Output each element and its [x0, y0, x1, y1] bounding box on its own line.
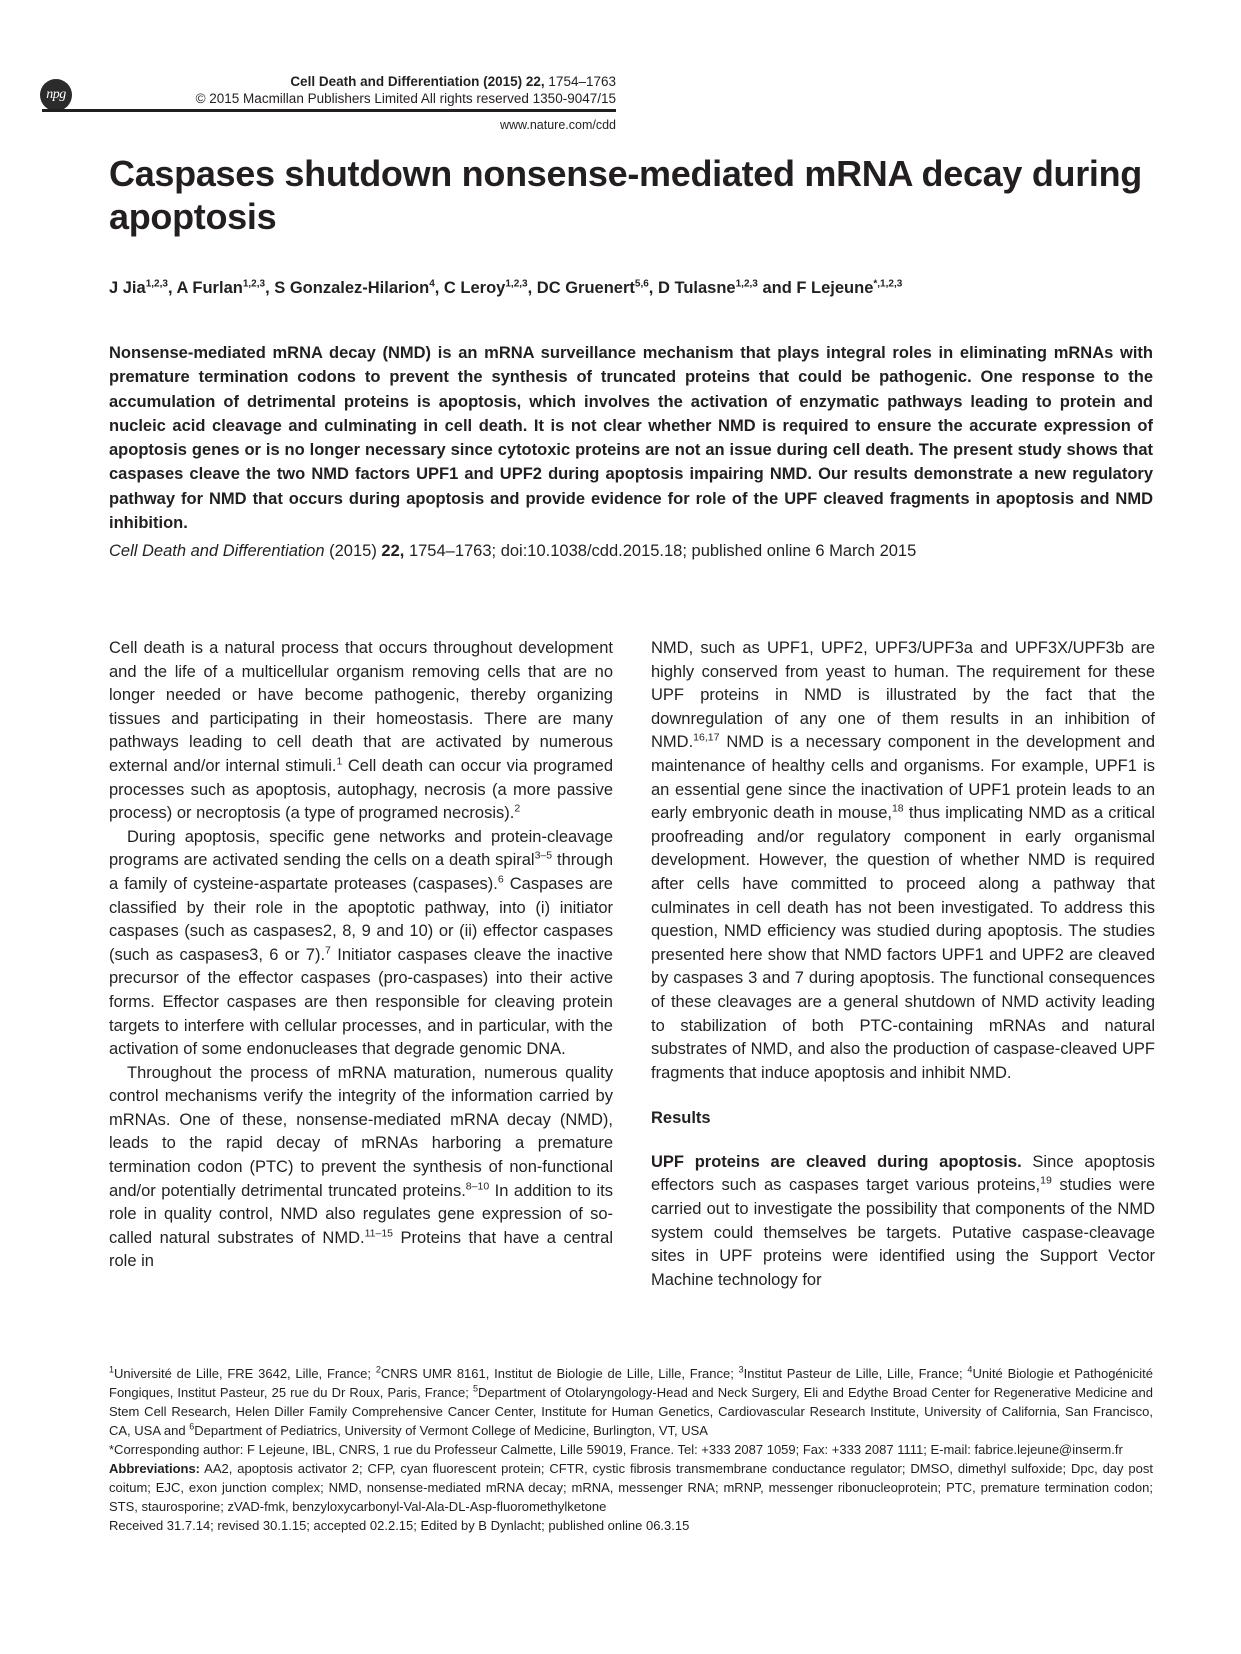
paragraph: During apoptosis, specific gene networks and protein-cleavage programs are activated sending the cells on a death spiral$^{3-5}$ through a family of cysteine-aspartate proteases (caspases).$^6$ Caspases are classified by their role in the apoptotic pathway, into (i) initiator caspases (such as caspases2, 8, 9 and 10) or (ii) effector caspases (such as caspases3, 6 or 7).$^7$ Initiator caspases cleave the inactive precursor of the effector caspases (pro-caspases) into their active forms. Effector caspases are then responsible for cleaving protein targets to interfere with cellular processes, and in particular, with the activation of some endonucleases that degrade genomic DNA. — [109, 827, 613, 1059]
copyright: © 2015 Macmillan Publishers Limited All rights reserved 1350-9047/15 — [195, 91, 616, 106]
journal-name: Cell Death and Differentiation (2015) — [290, 74, 523, 89]
reference-link[interactable]: 2 — [514, 802, 521, 815]
reference-link[interactable]: 18 — [891, 802, 904, 815]
author: D Tulasne$^{1,2,3}$ and — [657, 278, 797, 297]
header-rule — [42, 109, 616, 112]
npg-logo: npg — [40, 79, 72, 111]
reference-link[interactable]: 6 — [497, 873, 504, 886]
body-column-left — [109, 637, 613, 1274]
section-heading-results: Results — [651, 1109, 711, 1128]
author: J Jia$^{1,2,3}$, — [109, 278, 177, 297]
reference-link[interactable]: 8–10 — [465, 1180, 490, 1193]
author: A Furlan$^{1,2,3}$, — [176, 278, 275, 297]
reference-link[interactable]: 3–5 — [534, 849, 553, 862]
abbreviations: Abbreviations: AA2, apoptosis activator 2; CFP, cyan fluorescent protein; CFTR, cystic fibrosis transmembrane conductance regulator; DMSO, dimethyl sulfoxide; Dpc, day post coitum; EJC, exon junction complex; NMD, nonsense-mediated mRNA decay; mRNA, messenger RNA; mRNP, messenger ribonucleoprotein; PTC, premature termination codon; STS, staurosporine; zVAD-fmk, benzyloxycarbonyl-Val-Ala-DL-Asp-fluoromethylketone — [109, 1461, 1153, 1514]
journal-info — [196, 73, 616, 107]
corresponding-author: *Corresponding author: F Lejeune, IBL, CNRS, 1 rue du Professeur Calmette, Lille 59019, France. Tel: +333 2087 1059; Fax: +333 2087 1111; E-mail: fabrice.lejeune@inserm.fr — [109, 1442, 1123, 1457]
citation-line: Cell Death and Differentiation (2015) 22, 1754–1763; doi:10.1038/cdd.2015.18; published online 6 March 2015 — [109, 542, 917, 560]
author: F Lejeune$^{*,1,2,3}$ — [796, 278, 903, 297]
paragraph: Throughout the process of mRNA maturation, numerous quality control mechanisms verify the integrity of the information carried by mRNAs. One of these, nonsense-mediated mRNA decay (NMD), leads to the rapid decay of mRNAs harboring a premature termination codon (PTC) to prevent the synthesis of non-functional and/or potentially detrimental truncated proteins.$^{8-10}$ In addition to its role in quality control, NMD also regulates gene expression of so-called natural substrates of NMD.$^{11-15}$ Proteins that have a central role in — [109, 1063, 613, 1271]
author-list — [109, 278, 902, 298]
author: DC Gruenert$^{5,6}$, — [536, 278, 658, 297]
journal-pages: 1754–1763 — [548, 74, 616, 89]
article-title: Caspases shutdown nonsense-mediated mRNA decay during apoptosis — [109, 153, 1142, 237]
author: C Leroy$^{1,2,3}$, — [443, 278, 537, 297]
author: S Gonzalez-Hilarion$^4$, — [274, 278, 444, 297]
paragraph: NMD, such as UPF1, UPF2, UPF3/UPF3a and UPF3X/UPF3b are highly conserved from yeast to human. The requirement for these UPF proteins in NMD is illustrated by the fact that the downregulation of any one of them results in an inhibition of NMD.$^{16,17}$ NMD is a necessary component in the development and maintenance of healthy cells and organisms. For example, UPF1 is an essential gene since the inactivation of UPF1 protein leads to an early embryonic death in mouse,$^{18}$ thus implicating NMD as a critical proofreading and/or regulatory component in early organismal development. However, the question of whether NMD is required after cells have committed to proceed along a pathway that culminates in cell death has not been investigated. To address this question, NMD efficiency was studied during apoptosis. The studies presented here show that NMD factors UPF1 and UPF2 are cleaved by caspases 3 and 7 during apoptosis. The functional consequences of these cleavages are a general shutdown of NMD activity leading to stabilization of both PTC-containing mRNAs and natural substrates of NMD, and also the production of caspase-cleaved UPF fragments that induce apoptosis and inhibit NMD. — [651, 639, 1155, 1082]
reference-link[interactable]: 16,17 — [693, 731, 720, 744]
reference-link[interactable]: 1 — [336, 755, 343, 768]
subsection-heading: UPF proteins are cleaved during apoptosis. — [651, 1152, 1022, 1171]
journal-url[interactable]: www.nature.com/cdd — [499, 118, 616, 132]
reference-link[interactable]: 7 — [325, 944, 331, 957]
received-dates: Received 31.7.14; revised 30.1.15; accepted 02.2.15; Edited by B Dynlacht; published online 06.3.15 — [109, 1518, 690, 1533]
paragraph: UPF proteins are cleaved during apoptosis. Since apoptosis effectors such as caspases target various proteins,$^{19}$ studies were carried out to investigate the possibility that components of the NMD system could themselves be targets. Putative caspase-cleavage sites in UPF proteins were identified using the Support Vector Machine technology for — [651, 1152, 1155, 1289]
affiliations: $^1$Université de Lille, FRE 3642, Lille, France; $^2$CNRS UMR 8161, Institut de Biologie de Lille, Lille, France; $^3$Institut Pasteur de Lille, Lille, France; $^4$Unité Biologie et Pathogénicité Fongiques, Institut Pasteur, 25 rue du Dr Roux, Paris, France; $^5$Department of Otolaryngology-Head and Neck Surgery, Eli and Edythe Broad Center for Regenerative Medicine and Stem Cell Research, Helen Diller Family Comprehensive Cancer Center, Institute for Human Genetics, Cardiovascular Research Institute, University of California, San Francisco, CA, USA and $^6$Department of Pediatrics, University of Vermont College of Medicine, Burlington, VT, USA — [109, 1364, 1154, 1438]
reference-link[interactable]: 11–15 — [364, 1227, 393, 1240]
reference-link[interactable]: 19 — [1040, 1174, 1052, 1187]
body-column-right — [651, 637, 1155, 1292]
paragraph: Cell death is a natural process that occurs throughout development and the life of a multicellular organism removing cells that are no longer needed or have become pathogenic, thereby organizing tissues and participating in their homeostasis. There are many pathways leading to cell death that are activated by numerous external and/or internal stimuli.$^1$ Cell death can occur via programed processes such as apoptosis, autophagy, necrosis (a more passive process) or necroptosis (a type of programed necrosis).$^2$ — [109, 639, 613, 823]
abstract: Nonsense-mediated mRNA decay (NMD) is an mRNA surveillance mechanism that plays integral roles in eliminating mRNAs with premature termination codons to prevent the synthesis of truncated proteins that could be pathogenic. One response to the accumulation of detrimental proteins is apoptosis, which involves the activation of enzymatic pathways leading to protein and nucleic acid cleavage and culminating in cell death. It is not clear whether NMD is required to ensure the accurate expression of apoptosis genes or is no longer necessary since cytotoxic proteins are not an issue during cell death. The present study shows that caspases cleave the two NMD factors UPF1 and UPF2 during apoptosis impairing NMD. Our results demonstrate a new regulatory pathway for NMD that occurs during apoptosis and provide evidence for role of the UPF cleaved fragments in apoptosis and NMD inhibition. — [109, 344, 1153, 533]
footnotes — [109, 1364, 1153, 1535]
journal-volume: 22, — [525, 74, 545, 89]
